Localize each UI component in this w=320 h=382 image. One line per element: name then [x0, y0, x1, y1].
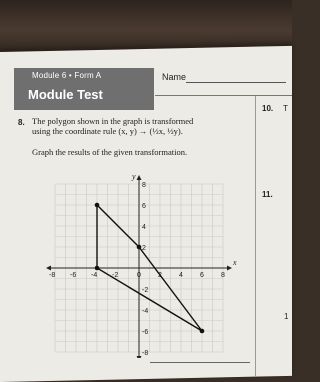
y-axis-label: y [132, 172, 136, 181]
y-tick-label: 4 [142, 224, 146, 231]
x-tick-label: -8 [49, 272, 56, 279]
x-tick-label: -6 [70, 272, 77, 279]
polygon-vertex [200, 329, 205, 334]
question-line-3: Graph the results of the given transformation. [32, 147, 188, 157]
name-line[interactable] [186, 82, 286, 83]
y-tick-label: -8 [142, 350, 149, 357]
name-label: Name [162, 72, 187, 82]
polygon-vertex [137, 245, 142, 250]
x-tick-label: -4 [91, 272, 98, 279]
y-tick-label: -2 [142, 287, 149, 294]
y-tick-label: -6 [142, 329, 149, 336]
polygon-vertex [95, 266, 100, 271]
side-question-fragment: 1 [284, 312, 289, 321]
question-line-2: using the coordinate rule (x, y) → (½x, ½y). [32, 126, 183, 136]
y-tick-label: 2 [142, 245, 146, 252]
module-header [14, 68, 154, 110]
y-axis-arrow-down [137, 356, 142, 358]
form-label: Module 6 • Form A [32, 71, 102, 80]
test-title: Module Test [28, 87, 103, 102]
y-tick-label: 8 [142, 182, 146, 189]
x-tick-label: 8 [221, 272, 225, 279]
polygon-vertex [95, 203, 100, 208]
answer-line[interactable] [150, 362, 250, 363]
side-question-number-11: 11. [262, 190, 273, 199]
coordinate-grid[interactable] [36, 168, 242, 358]
question-text [32, 116, 257, 157]
question-number: 8. [18, 118, 25, 127]
y-tick-label: -4 [142, 308, 149, 315]
y-axis-arrow-up [137, 175, 142, 180]
x-tick-label: 0 [137, 272, 141, 279]
side-question-fragment-10: T [283, 104, 288, 113]
x-axis-label: x [233, 258, 237, 267]
x-axis-arrow-right [227, 266, 232, 271]
side-question-number-10: 10. [262, 104, 274, 113]
question-line-1: The polygon shown in the graph is transformed [32, 116, 194, 126]
x-axis-arrow-left [46, 266, 51, 271]
x-tick-label: -2 [112, 272, 119, 279]
y-tick-label: 6 [142, 203, 146, 210]
divider-line [155, 95, 292, 96]
x-tick-label: 6 [200, 272, 204, 279]
x-tick-label: 2 [158, 272, 162, 279]
x-tick-label: 4 [179, 272, 183, 279]
